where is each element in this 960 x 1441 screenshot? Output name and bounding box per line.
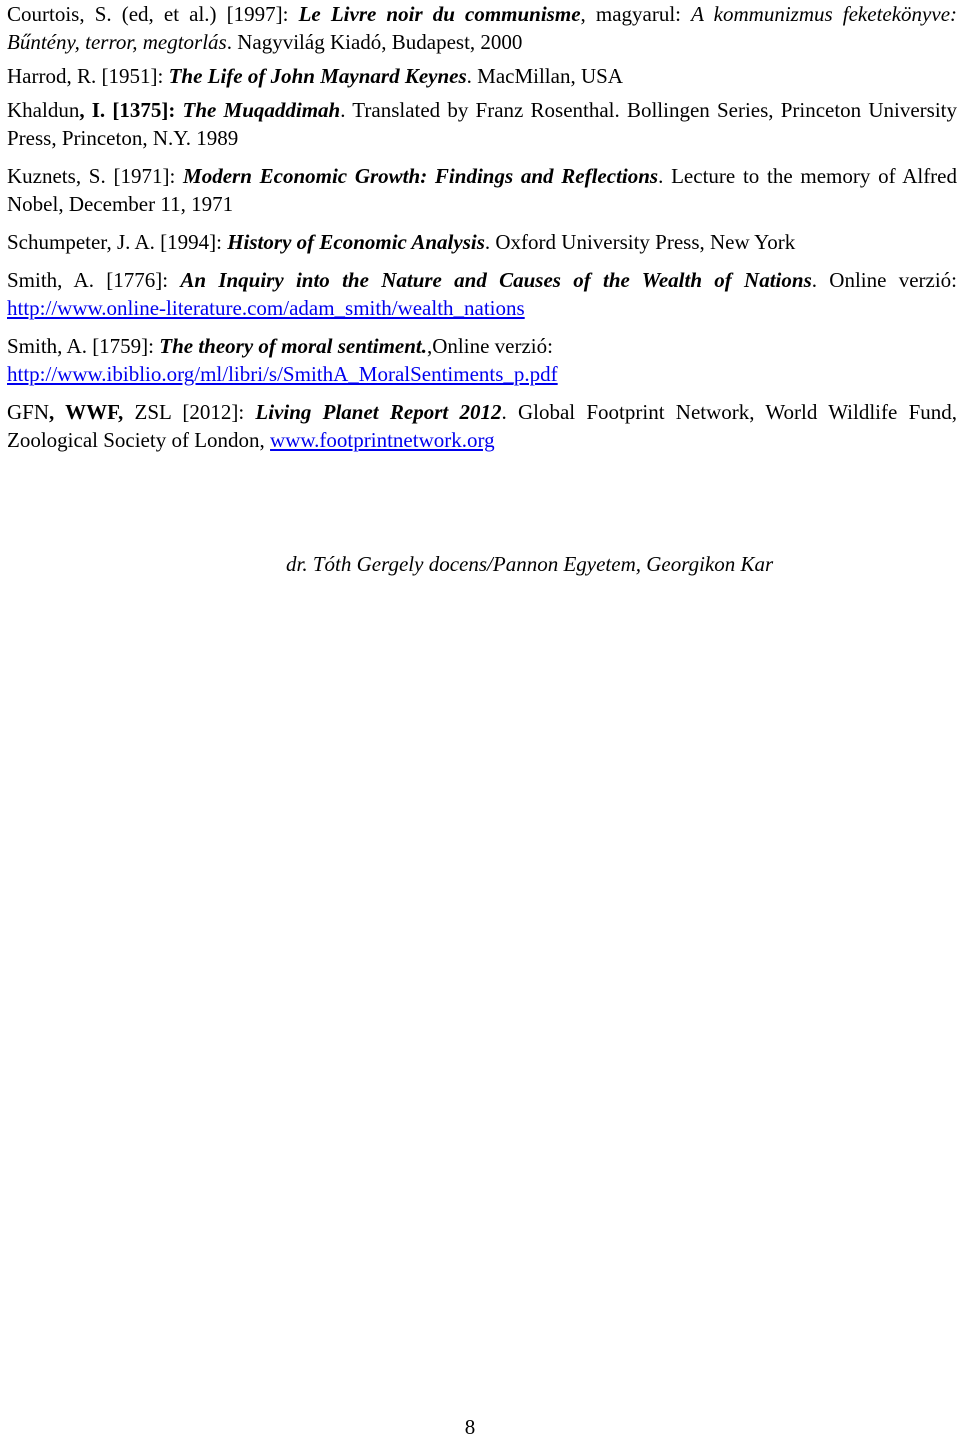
- reference-kuznets: [7, 162, 957, 218]
- reference-smith-1759: [7, 332, 957, 388]
- reference-smith-1776: [7, 266, 957, 322]
- reference-title: History of Economic Analysis: [227, 230, 485, 254]
- reference-author: GFN: [7, 400, 50, 424]
- reference-author: Harrod, R. [1951]:: [7, 64, 164, 88]
- reference-title: Modern Economic Growth: Findings and Reflections: [183, 164, 659, 188]
- reference-publisher: . MacMillan, USA: [466, 64, 623, 88]
- reference-text: . Online verzió:: [811, 268, 958, 292]
- reference-publisher: . Translated by Franz Rosenthal. Bollingen Series, Princeton University Press, Princeton, N.Y. 1989: [7, 98, 958, 150]
- reference-author: Smith, A. [1776]:: [7, 268, 169, 292]
- reference-publisher: . Lecture to the memory of Alfred Nobel, December 11, 1971: [7, 164, 957, 216]
- reference-author: Kuznets, S. [1971]:: [7, 164, 176, 188]
- reference-author-bold: , WWF,: [49, 400, 124, 424]
- reference-title: An Inquiry into the Nature and Causes of the Wealth of Nations: [180, 268, 812, 292]
- reference-author: Khaldun: [7, 98, 80, 122]
- reference-author-rest: ZSL [2012]:: [134, 400, 245, 424]
- reference-publisher: . Global Footprint Network, World Wildlife Fund, Zoological Society of London,: [7, 400, 957, 452]
- reference-url-link[interactable]: www.footprintnetwork.org: [270, 428, 495, 452]
- reference-author: Schumpeter, J. A. [1994]:: [7, 230, 222, 254]
- reference-author: Smith, A. [1759]:: [7, 334, 155, 358]
- reference-khaldun: [7, 96, 957, 152]
- reference-title: Le Livre noir du communisme: [298, 2, 581, 26]
- reference-harrod: [7, 62, 957, 90]
- reference-title: The Life of John Maynard Keynes: [168, 64, 467, 88]
- reference-publisher: . Nagyvilág Kiadó, Budapest, 2000: [226, 30, 523, 54]
- reference-text: ,Online verzió:: [427, 334, 553, 358]
- reference-publisher: . Oxford University Press, New York: [484, 230, 796, 254]
- reference-list: [7, 0, 957, 454]
- reference-title-hungarian: A kommunizmus feketekönyve: Bűntény, terror, megtorlás: [7, 2, 958, 54]
- reference-author-rest: , I. [1375]:: [79, 98, 176, 122]
- reference-url-link[interactable]: http://www.online-literature.com/adam_smith/wealth_nations: [7, 296, 525, 320]
- reference-schumpeter: [7, 228, 957, 256]
- author-signature: dr. Tóth Gergely docens/Pannon Egyetem, Georgikon Kar: [286, 552, 774, 576]
- reference-courtois: [7, 0, 957, 56]
- reference-author: Courtois, S. (ed, et al.) [1997]:: [7, 2, 289, 26]
- reference-title: Living Planet Report 2012: [255, 400, 502, 424]
- reference-url-link[interactable]: http://www.ibiblio.org/ml/libri/s/SmithA_MoralSentiments_p.pdf: [7, 362, 558, 386]
- reference-title: The Muqaddimah: [182, 98, 341, 122]
- reference-text: , magyarul:: [580, 2, 682, 26]
- reference-title: The theory of moral sentiment.: [159, 334, 428, 358]
- reference-gfn: [7, 398, 957, 454]
- page-number: 8: [464, 1415, 476, 1439]
